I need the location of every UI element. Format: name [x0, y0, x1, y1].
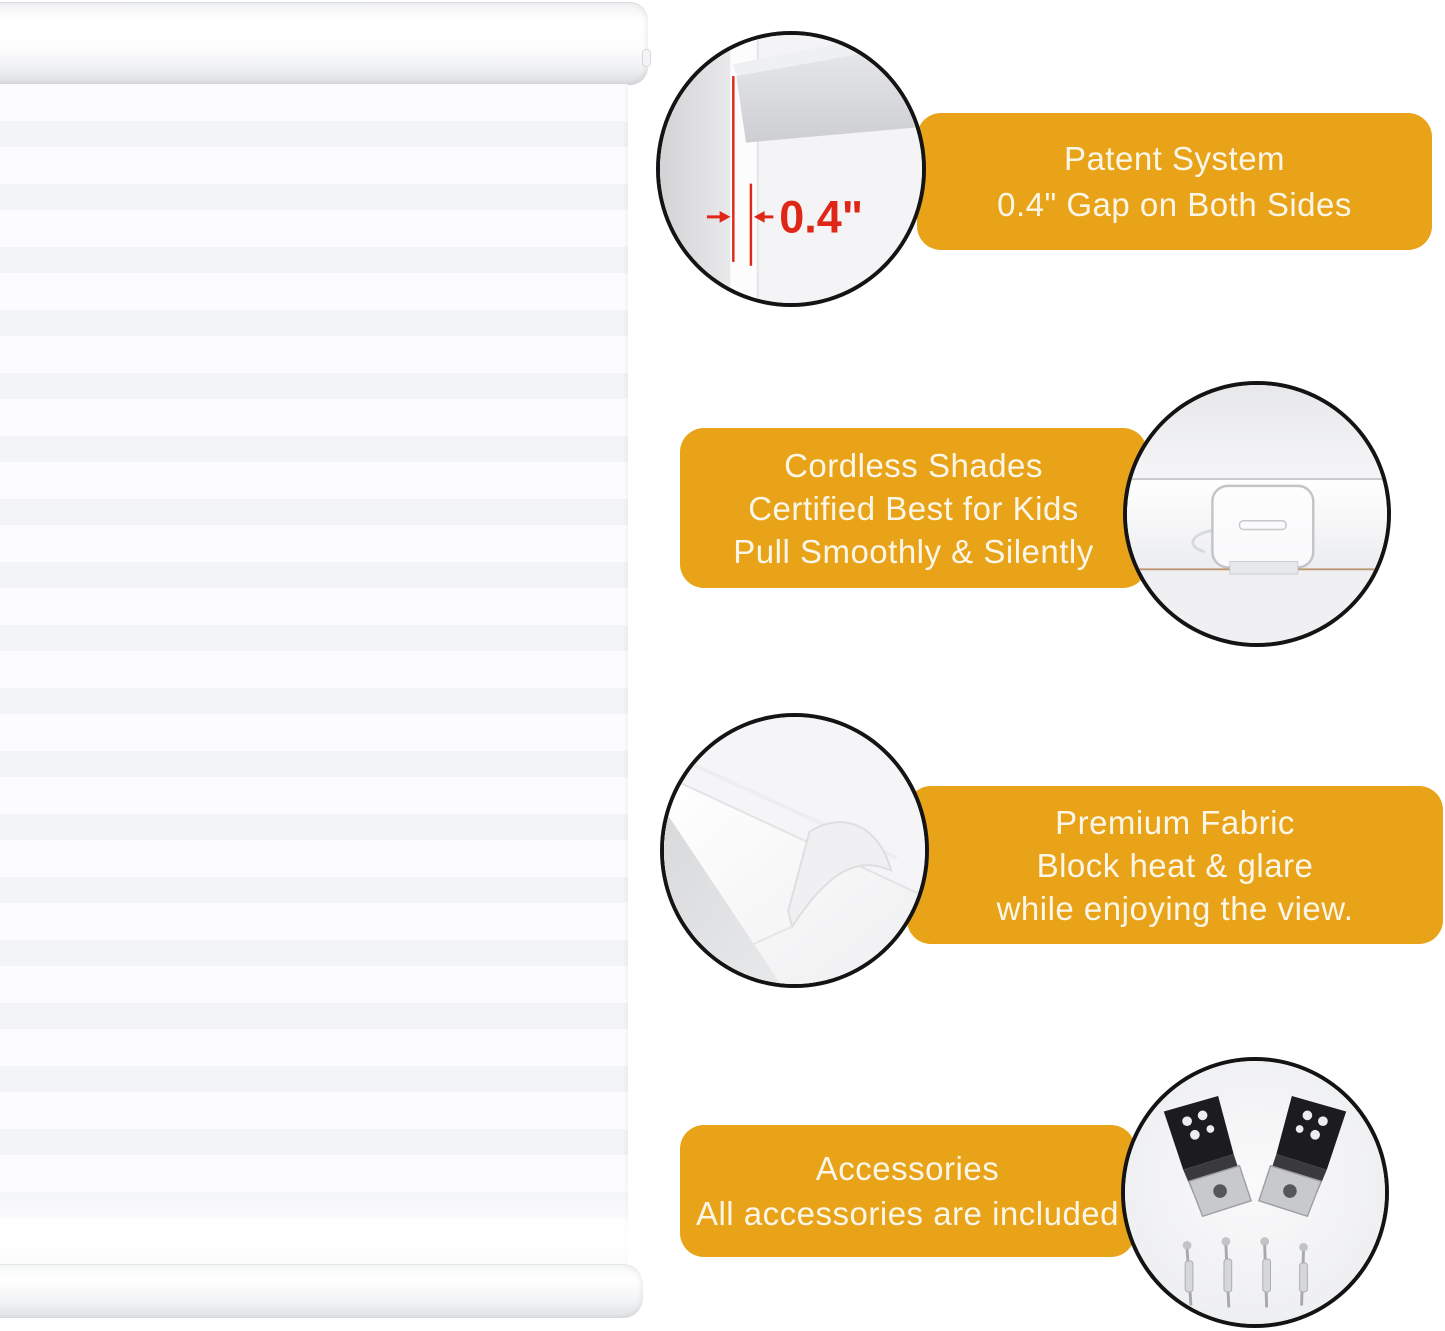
premium-fabric-banner	[907, 786, 1443, 944]
accessories-banner	[680, 1125, 1135, 1257]
banner-line: Patent System	[1063, 139, 1286, 177]
banner-line: Premium Fabric	[1055, 803, 1295, 841]
gap-measurement-label: 0.4"	[779, 191, 864, 243]
shade-fabric-above	[1127, 385, 1387, 478]
banner-line: while enjoying the view.	[996, 889, 1354, 927]
banner-line: All accessories are included	[695, 1195, 1120, 1232]
window-frame-wall	[660, 35, 730, 303]
banner-line: Pull Smoothly & Silently	[733, 532, 1094, 570]
gap-measurement-illustration	[660, 35, 922, 303]
gap-measurement-photo	[656, 31, 926, 307]
mounting-hardware-photo	[1121, 1057, 1389, 1328]
bottom-rail-pull-tab-photo	[1123, 381, 1391, 647]
banner-line: Block heat & glare	[1036, 846, 1314, 884]
background-below-rail	[1127, 569, 1387, 643]
pull-tab-base	[1230, 562, 1298, 575]
banner-line: Accessories	[815, 1150, 1000, 1187]
shade-headrail	[0, 2, 648, 85]
banner-line: Cordless Shades	[784, 446, 1043, 484]
shade-fabric-striped	[0, 84, 628, 1265]
patent-system-banner	[917, 113, 1432, 250]
pull-tab-illustration	[1127, 385, 1387, 643]
clear-pull-tab	[1212, 486, 1313, 567]
shade-bottom-rail	[0, 1264, 643, 1318]
hardware-illustration	[1125, 1061, 1385, 1324]
cordless-shades-banner	[680, 428, 1147, 588]
fabric-closeup-photo	[660, 713, 929, 988]
fabric-fold-illustration	[664, 717, 925, 984]
headrail-end-cap	[642, 49, 651, 67]
hardware-background	[1125, 1061, 1385, 1324]
banner-line: 0.4" Gap on Both Sides	[997, 185, 1352, 223]
banner-line: Certified Best for Kids	[748, 489, 1079, 527]
